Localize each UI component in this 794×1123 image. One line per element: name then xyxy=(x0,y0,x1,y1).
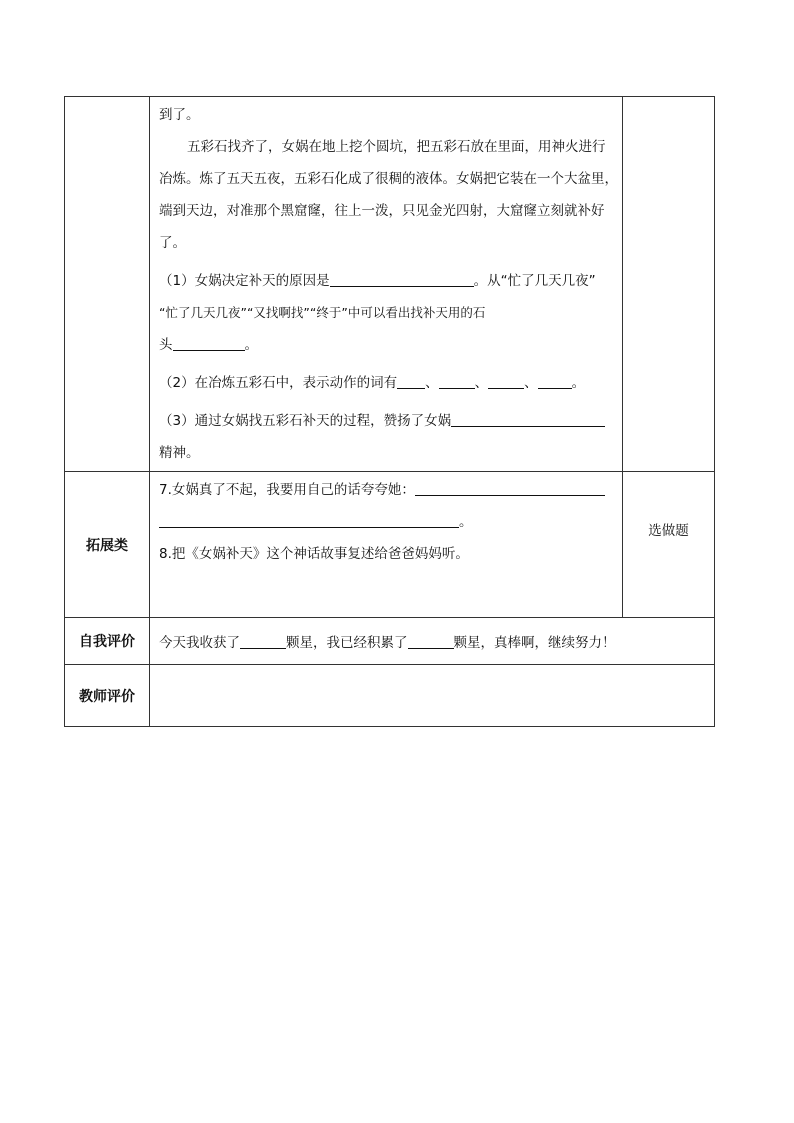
star-count-blank[interactable] xyxy=(240,632,286,649)
optional-label: 选做题 xyxy=(623,472,715,618)
category-cell-empty xyxy=(65,97,150,472)
answer-blank[interactable] xyxy=(173,334,245,351)
passage-line: 冶炼。炼了五天五夜，五彩石化成了很稠的液体。女娲把它装在一个大盆里， xyxy=(159,171,618,187)
answer-blank[interactable] xyxy=(397,372,425,389)
passage-line: 了。 xyxy=(159,235,186,251)
expand-row xyxy=(65,472,715,618)
question-3-line-2: 精神。 xyxy=(159,445,200,461)
question-1-line-3: 头 。 xyxy=(159,329,614,361)
self-eval-row xyxy=(65,618,715,665)
question-2: （2）在冶炼五彩石中，表示动作的词有 、 、 、 。 xyxy=(159,367,614,399)
answer-blank[interactable] xyxy=(159,511,459,528)
self-eval-cell: 今天我收获了 颗星，我已经积累了 颗星，真棒啊，继续努力！ xyxy=(150,618,715,665)
question-1: （1）女娲决定补天的原因是 。从“忙了几天几夜” xyxy=(159,265,614,297)
question-7: 7.女娲真了不起，我要用自己的话夸夸她： xyxy=(159,474,614,506)
expand-content-cell xyxy=(150,472,623,618)
category-teacher-eval: 教师评价 xyxy=(65,665,150,727)
star-total-blank[interactable] xyxy=(408,632,454,649)
passage-line: 端到天边，对准那个黑窟窿，往上一泼，只见金光四射，大窟窿立刻就补好 xyxy=(159,203,605,219)
answer-blank[interactable] xyxy=(439,372,475,389)
reading-passage-cell xyxy=(150,97,623,472)
answer-blank[interactable] xyxy=(415,479,605,496)
reading-row xyxy=(65,97,715,472)
question-1-line-2: “忙了几天几夜”“又找啊找”“终于”中可以看出找补天用的石 xyxy=(159,305,486,320)
teacher-eval-row xyxy=(65,665,715,727)
answer-blank[interactable] xyxy=(330,270,474,287)
passage-line: 五彩石找齐了，女娲在地上挖个圆坑，把五彩石放在里面，用神火进行 xyxy=(187,139,606,155)
question-3: （3）通过女娲找五彩石补天的过程，赞扬了女娲 xyxy=(159,405,614,437)
answer-blank[interactable] xyxy=(451,410,605,427)
category-self-eval: 自我评价 xyxy=(65,618,150,665)
note-cell-empty xyxy=(623,97,715,472)
question-8: 8.把《女娲补天》这个神话故事复述给爸爸妈妈听。 xyxy=(159,546,469,562)
passage-line: 到了。 xyxy=(159,107,200,123)
teacher-eval-cell[interactable] xyxy=(150,665,715,727)
category-expand: 拓展类 xyxy=(65,472,150,618)
question-7-line-2: 。 xyxy=(159,506,614,538)
answer-blank[interactable] xyxy=(538,372,572,389)
worksheet-table xyxy=(64,96,715,727)
answer-blank[interactable] xyxy=(488,372,524,389)
